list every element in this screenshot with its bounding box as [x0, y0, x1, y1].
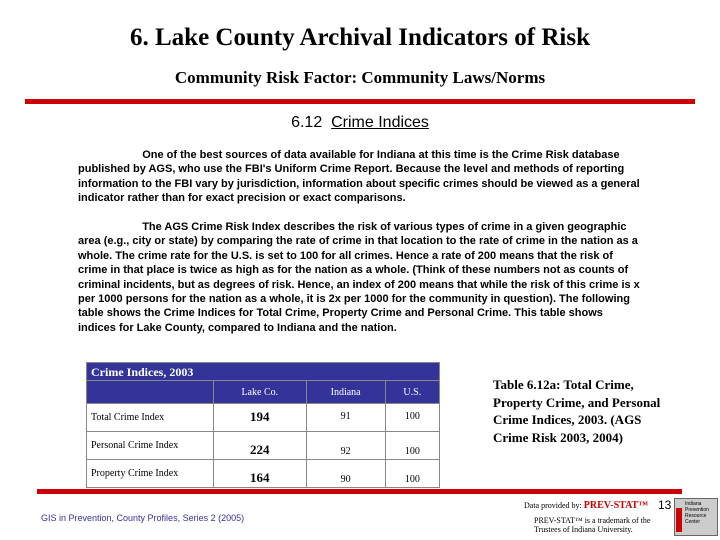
indiana-map-icon	[676, 508, 682, 532]
section-title: Crime Indices	[331, 114, 429, 131]
row-label: Total Crime Index	[87, 404, 214, 432]
paragraph-intro	[78, 148, 643, 206]
page-title: 6. Lake County Archival Indicators of Risk	[129, 24, 590, 51]
paragraph-text: One of the best sources of data available for Indiana at this time is the Crime Risk database published by AGS, who use the FBI's Uniform Crime Report. Because the level and methods of reporting information to the FBI vary by jurisdiction, information about specific crimes should be viewed as a general indicator rather than for exact precision or exact comparisons.	[78, 149, 640, 205]
table-row	[87, 404, 440, 432]
table-row	[87, 432, 440, 460]
column-header: Lake Co.	[214, 381, 307, 404]
column-header: Indiana	[306, 381, 385, 404]
paragraph-text: The AGS Crime Risk Index describes the risk of various types of crime in a given geographic area (e.g., city or state) by comparing the rate of crime in that location to the rate of crime in the nation as a whole. The crime rate for the U.S. is set to 100 for all crimes. Hence a rate of 200 means that the risk of crime in that place is twice as high as for the nation as a whole. (Think of these numbers not as counts of criminal incidents, but as degrees of risk. Hence, an index of 200 means that while the risk of this crime is x per 1000 persons for the nation as a whole, it is 2x per 1000 for the community in question). The following table shows the Crime Indices for Total Crime, Property Crime and Personal Crime. This table shows indices for Lake County, compared to Indiana and the nation.	[78, 221, 640, 334]
section-number: 6.12	[291, 114, 323, 131]
row-label: Personal Crime Index	[87, 432, 214, 460]
crime-indices-table	[86, 362, 440, 488]
cell-lake: 194	[214, 404, 307, 432]
provider-label: Data provided by:	[524, 501, 582, 510]
data-provider	[524, 500, 656, 511]
footer-text: GIS in Prevention, County Profiles, Series 2 (2005)	[41, 513, 245, 523]
row-label: Property Crime Index	[87, 460, 214, 488]
iprc-logo: Indiana Prevention Resource Center	[674, 498, 718, 536]
cell-lake: 164	[214, 460, 307, 488]
table-description: Table 6.12a: Total Crime, Property Crime, and Personal Crime Indices, 2003. (AGS Crime Risk 2003, 2004)	[493, 377, 661, 445]
cell-indiana: 90	[306, 460, 385, 488]
top-divider	[25, 99, 695, 104]
page-subtitle: Community Risk Factor: Community Laws/Norms	[174, 68, 546, 87]
page-number: 13	[658, 498, 672, 512]
cell-us: 100	[385, 432, 439, 460]
table-caption: Crime Indices, 2003	[87, 363, 440, 381]
cell-indiana: 92	[306, 432, 385, 460]
bottom-divider	[37, 489, 682, 494]
trademark-notice: PREV-STAT™ is a trademark of the Trustees of Indiana University.	[534, 516, 651, 534]
cell-us: 100	[385, 404, 439, 432]
table-header-row	[87, 381, 440, 404]
cell-indiana: 91	[306, 404, 385, 432]
provider-brand: PREV-STAT™	[583, 500, 649, 511]
header-blank	[87, 381, 214, 404]
column-header: U.S.	[385, 381, 439, 404]
paragraph-index-description	[78, 220, 643, 335]
table-row	[87, 460, 440, 488]
cell-lake: 224	[214, 432, 307, 460]
section-heading	[0, 114, 720, 132]
cell-us: 100	[385, 460, 439, 488]
